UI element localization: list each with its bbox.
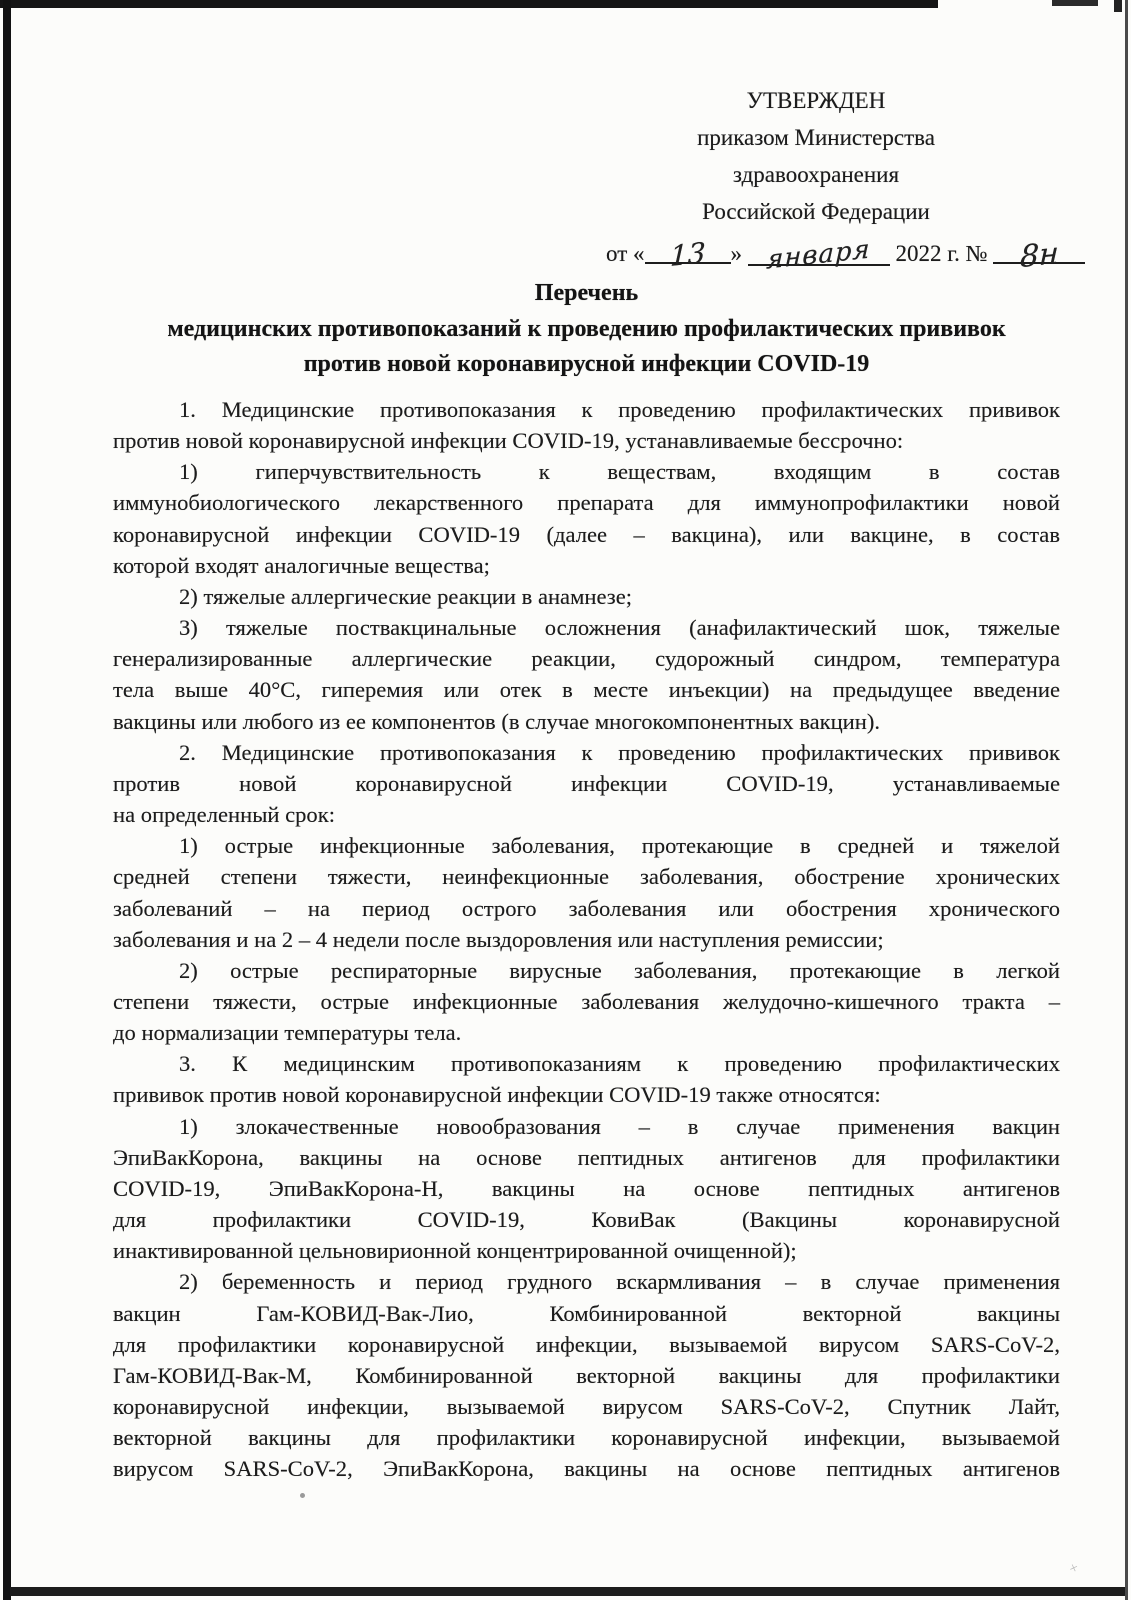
paragraph bbox=[113, 1048, 1060, 1110]
paragraph-line: векторной вакцины для профилактики коронавирусной инфекции, вызываемой bbox=[113, 1425, 1060, 1451]
title-line: медицинских противопоказаний к проведению профилактических прививок bbox=[167, 315, 1006, 342]
paragraph-line: Гам-КОВИД-Вак-М, Комбинированной векторной вакцины для профилактики bbox=[113, 1362, 1060, 1388]
paragraph bbox=[113, 737, 1060, 830]
paragraph-line: на определенный срок: bbox=[113, 802, 335, 828]
paragraph-line: 1) острые инфекционные заболевания, протекающие в средней и тяжелой bbox=[179, 833, 1060, 859]
paragraph-line: вакцин Гам-КОВИД-Вак-Лио, Комбинированной векторной вакцины bbox=[113, 1300, 1060, 1326]
paragraph-line: 2) острые респираторные вирусные заболевания, протекающие в легкой bbox=[179, 957, 1060, 983]
handwritten-day: 13 bbox=[669, 235, 706, 274]
title-line: Перечень bbox=[534, 280, 639, 306]
handwritten-order-number: 8н bbox=[1019, 235, 1060, 276]
order-date-line bbox=[606, 233, 1060, 276]
scan-border-left bbox=[3, 0, 11, 1600]
paragraph-line: степени тяжести, острые инфекционные заболевания желудочно-кишечного тракта – bbox=[113, 988, 1060, 1014]
paragraph-line: для профилактики коронавирусной инфекции, вызываемой вирусом SARS-CoV-2, bbox=[113, 1331, 1060, 1357]
paragraph-line: ЭпиВакКорона, вакцины на основе пептидных антигенов для профилактики bbox=[113, 1144, 1060, 1170]
paragraph-line: вакцины или любого из ее компонентов (в случае многокомпонентных вакцин). bbox=[113, 708, 881, 734]
scan-speck bbox=[300, 1493, 305, 1498]
paragraph-line: для профилактики COVID-19, КовиВак (Вакцины коронавирусной bbox=[113, 1207, 1060, 1233]
paragraph-line: коронавирусной инфекции COVID-19 (далее – вакцина), или вакцине, в состав bbox=[113, 521, 1060, 547]
paragraph bbox=[113, 1266, 1060, 1484]
paragraph-line: 2) тяжелые аллергические реакции в анамнезе; bbox=[179, 583, 633, 609]
title-line: против новой коронавирусной инфекции COVID-19 bbox=[303, 351, 870, 377]
document-body bbox=[113, 394, 1060, 1484]
scan-border-right bbox=[1125, 0, 1128, 1600]
date-close-quote: » bbox=[730, 241, 742, 266]
paragraph bbox=[113, 955, 1060, 1048]
scan-speck: × bbox=[1067, 1560, 1080, 1578]
paragraph bbox=[113, 581, 1060, 612]
order-number-blank bbox=[993, 233, 1085, 276]
paragraph-line: 2. Медицинские противопоказания к проведению профилактических прививок bbox=[179, 739, 1060, 765]
scan-border-right-top bbox=[1114, 0, 1122, 12]
paragraph-line: генерализированные аллергические реакции, судорожный синдром, температура bbox=[113, 646, 1060, 672]
paragraph bbox=[113, 612, 1060, 737]
approval-line: приказом Министерства bbox=[697, 125, 935, 150]
approval-line: здравоохранения bbox=[732, 162, 900, 187]
paragraph-line: прививок против новой коронавирусной инфекции COVID-19 также относятся: bbox=[113, 1082, 881, 1108]
scan-border-bottom bbox=[10, 1587, 1125, 1596]
paragraph-line: инактивированной цельновирионной концентрированной очищенной); bbox=[113, 1238, 797, 1264]
paragraph-line: против новой коронавирусной инфекции COVID-19, устанавливаемые bbox=[113, 770, 1060, 796]
date-day-blank bbox=[645, 233, 731, 274]
scan-border-top bbox=[0, 0, 938, 8]
paragraph-line: 3. К медицинским противопоказаниям к проведению профилактических bbox=[179, 1051, 1060, 1077]
paragraph-line: иммунобиологического лекарственного препарата для иммунопрофилактики новой bbox=[113, 490, 1060, 516]
scan-border-top-dash bbox=[1052, 0, 1098, 6]
date-middle: 2022 г. № bbox=[895, 241, 988, 266]
paragraph-line: средней степени тяжести, неинфекционные заболевания, обострение хронических bbox=[113, 864, 1060, 890]
paragraph-line: 3) тяжелые поствакцинальные осложнения (анафилактический шок, тяжелые bbox=[179, 615, 1060, 641]
paragraph-line: 1) гиперчувствительность к веществам, входящим в состав bbox=[179, 459, 1060, 485]
paragraph-line: которой входят аналогичные вещества; bbox=[113, 552, 490, 578]
paragraph-line: против новой коронавирусной инфекции COVID-19, устанавливаемые бессрочно: bbox=[113, 428, 904, 454]
paragraph bbox=[113, 394, 1060, 456]
date-month-blank bbox=[748, 234, 890, 276]
paragraph-line: 2) беременность и период грудного вскармливания – в случае применения bbox=[179, 1269, 1060, 1295]
paragraph bbox=[113, 830, 1060, 955]
paragraph-line: вирусом SARS-CoV-2, ЭпиВакКорона, вакцины на основе пептидных антигенов bbox=[113, 1456, 1060, 1482]
handwritten-month: января bbox=[766, 234, 872, 276]
approval-line: Российской Федерации bbox=[702, 199, 930, 224]
paragraph-line: 1) злокачественные новообразования – в случае применения вакцин bbox=[179, 1113, 1060, 1139]
paragraph-line: заболеваний – на период острого заболевания или обострения хронического bbox=[113, 895, 1060, 921]
paragraph bbox=[113, 456, 1060, 581]
approval-block bbox=[596, 82, 1060, 276]
paragraph-line: 1. Медицинские противопоказания к проведению профилактических прививок bbox=[179, 397, 1060, 422]
paragraph bbox=[113, 1111, 1060, 1267]
date-prefix: от « bbox=[606, 241, 645, 266]
paragraph-line: до нормализации температуры тела. bbox=[113, 1020, 462, 1046]
document-title bbox=[113, 276, 1060, 383]
approval-line: УТВЕРЖДЕН bbox=[746, 88, 886, 113]
paragraph-line: коронавирусной инфекции, вызываемой вирусом SARS-CoV-2, Спутник Лайт, bbox=[113, 1394, 1060, 1419]
paragraph-line: COVID-19, ЭпиВакКорона-Н, вакцины на основе пептидных антигенов bbox=[113, 1175, 1060, 1201]
paragraph-line: тела выше 40°С, гиперемия или отек в месте инъекции) на предыдущее введение bbox=[113, 677, 1060, 703]
paragraph-line: заболевания и на 2 – 4 недели после выздоровления или наступления ремиссии; bbox=[113, 926, 884, 952]
